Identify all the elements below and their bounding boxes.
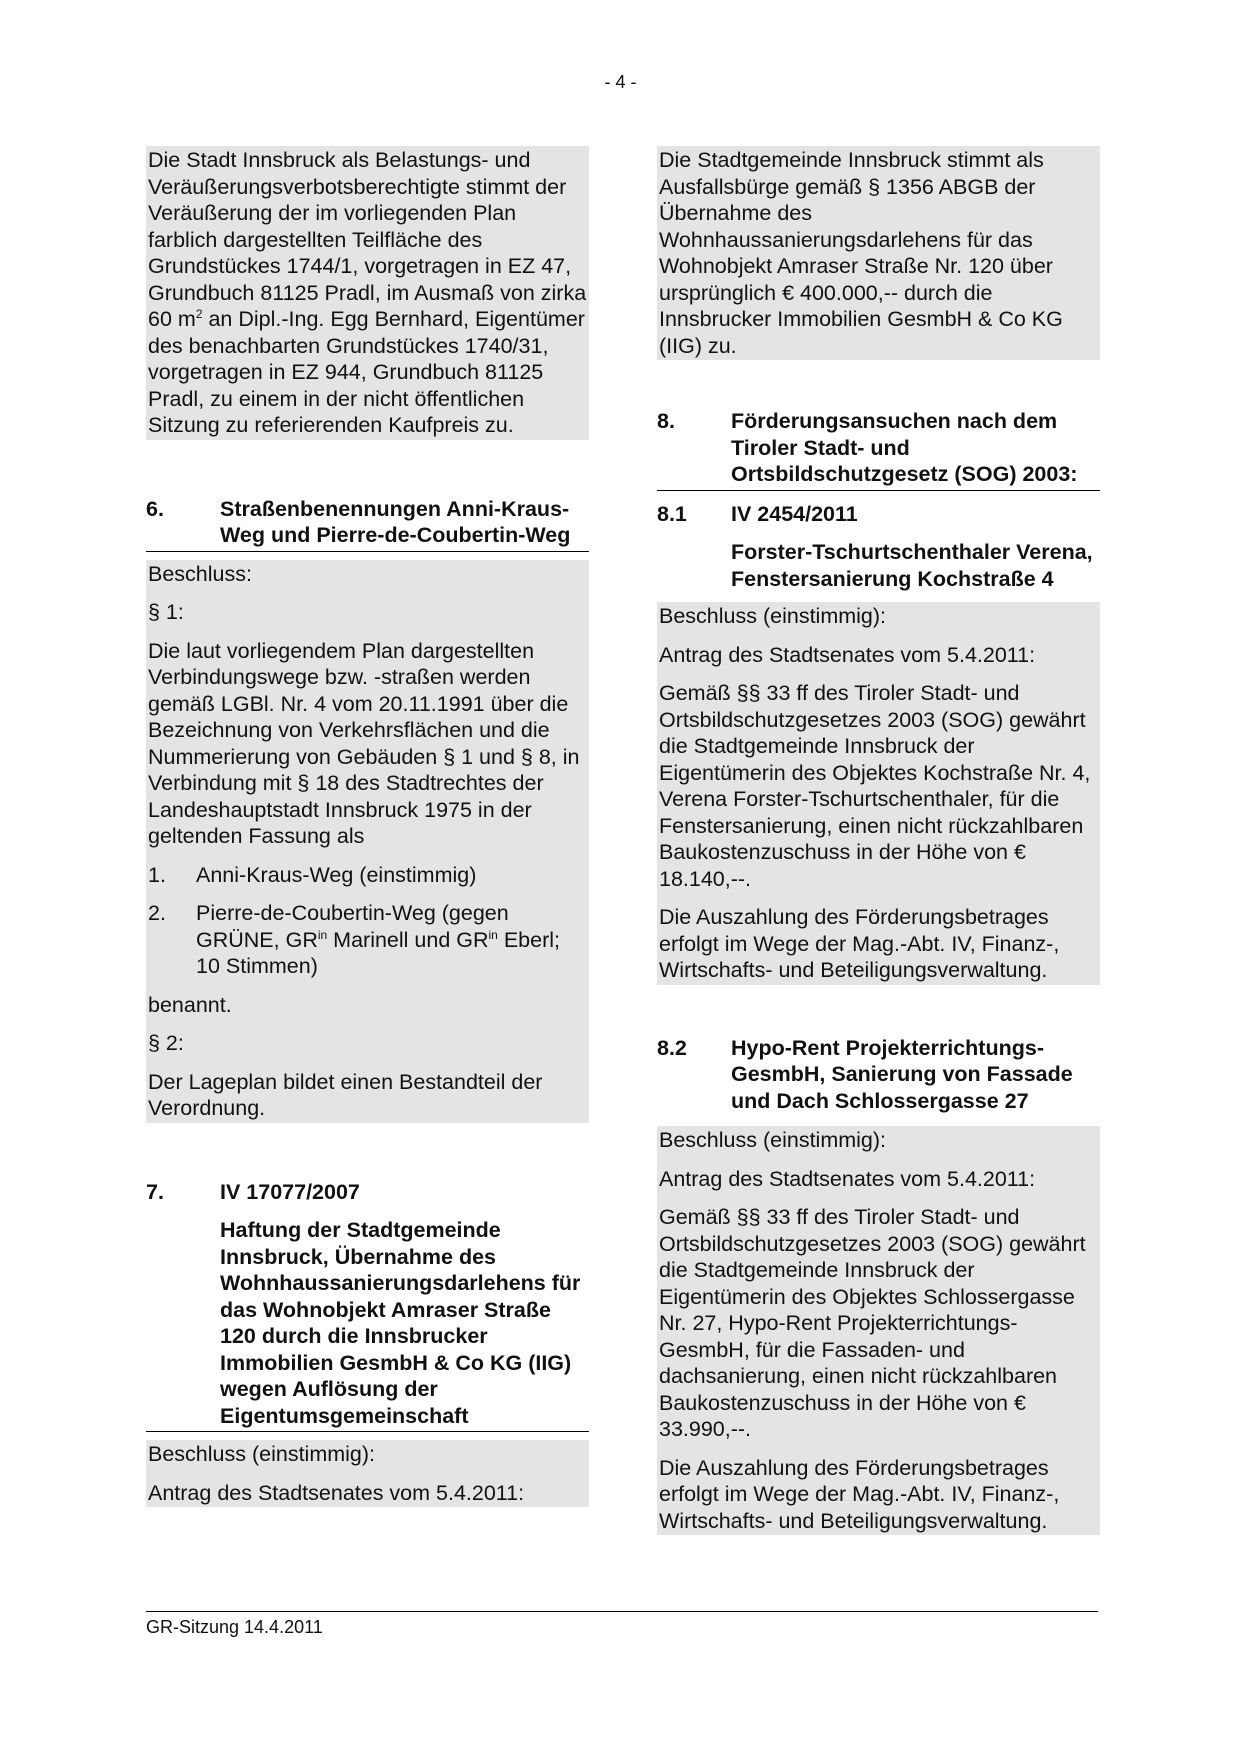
- section-title: Straßenbenennungen Anni-Kraus-Weg und Pierre-de-Coubertin-Weg: [220, 496, 571, 547]
- section-number: 8.1: [657, 501, 687, 526]
- beschluss-label: Beschluss:: [148, 561, 252, 586]
- page-number: - 4 -: [604, 72, 637, 92]
- paragraph-label: § 1:: [148, 600, 184, 624]
- intro-text-rest: an Dipl.-Ing. Egg Bernhard, Eigentümer des benachbarten Grundstückes 1740/31, vorgetragen in EZ 944, Grundbuch 81125 Pradl, zu einem in der nicht öffentlichen Sitzung zu referierenden Kaufpreis zu.: [148, 307, 585, 437]
- antrag-text: Antrag des Stadtsenates vom 5.4.2011:: [659, 1166, 1036, 1191]
- beschluss-label: Beschluss (einstimmig):: [148, 1442, 375, 1466]
- left-column: [146, 146, 589, 1507]
- paragraph-text: Der Lageplan bildet einen Bestandteil der Verordnung.: [148, 1069, 543, 1120]
- resolution-text: Gemäß §§ 33 ff des Tiroler Stadt- und Ortsbildschutzgesetzes 2003 (SOG) gewährt die Stadtgemeinde Innsbruck der Eigentümerin des Objektes Schlossergasse Nr. 27, Hypo-Rent Projekterrichtungs-GesmbH, für die Fassaden- und dachsanierung, einen nicht rückzahlbaren Baukostenzuschuss in der Höhe von € 33.990,--.: [659, 1205, 1086, 1441]
- benannt-text: benannt.: [148, 992, 232, 1017]
- section-number: 6.: [146, 496, 164, 521]
- paragraph-text: Die laut vorliegendem Plan dargestellten Verbindungswege bzw. -straßen werden gemäß LGBl. Nr. 4 vom 20.11.1991 über die Bezeichnung von Verkehrsflächen und die Nummerierung von Gebäuden § 1 und § 8, in Verbindung mit § 18 des Stadtrechtes der Landeshauptstadt Innsbruck 1975 in der geltenden Fassung als: [148, 638, 580, 848]
- list-text: Anni-Kraus-Weg (einstimmig): [196, 862, 477, 887]
- section-6-heading: [146, 496, 589, 552]
- section-6-body: [146, 560, 589, 1123]
- section-7-subtitle: Haftung der Stadtgemeinde Innsbruck, Übernahme des Wohnhaussanierungsdarlehens für das Wohnobjekt Amraser Straße 120 durch die Innsbrucker Immobilien GesmbH & Co KG (IIG) wegen Auflösung der Eigentumsgemeinschaft: [146, 1217, 589, 1432]
- section-7-heading: [146, 1179, 589, 1208]
- section-8-1-heading: [657, 501, 1100, 530]
- section-7-body: [146, 1440, 589, 1507]
- antrag-text: Antrag des Stadtsenates vom 5.4.2011:: [148, 1480, 525, 1505]
- list-item: [148, 862, 587, 889]
- list-number: 1.: [148, 862, 166, 887]
- list-text: Pierre-de-Coubertin-Weg (gegen GRÜNE, $GR^{in}$ Marinell und $GR^{in}$ Eberl; 10 Stimmen): [196, 901, 560, 978]
- resolution-text: Gemäß §§ 33 ff des Tiroler Stadt- und Ortsbildschutzgesetzes 2003 (SOG) gewährt die Stadtgemeinde Innsbruck der Eigentümerin des Objektes Kochstraße Nr. 4, Verena Forster-Tschurtschenthaler, für die Fenstersanierung, einen nicht rückzahlbaren Baukostenzuschuss in der Höhe von € 18.140,--.: [659, 681, 1091, 891]
- section-title: IV 17077/2007: [220, 1179, 360, 1204]
- section-title: IV 2454/2011: [731, 501, 858, 526]
- section-title: Hypo-Rent Projekterrichtungs-GesmbH, Sanierung von Fassade und Dach Schlossergasse 27: [731, 1035, 1073, 1113]
- footer-divider: [146, 1611, 1098, 1612]
- antrag-text: Antrag des Stadtsenates vom 5.4.2011:: [659, 642, 1036, 667]
- intro-resolution: [146, 146, 589, 440]
- section-8-2-body: [657, 1126, 1100, 1535]
- section-number: 7.: [146, 1179, 164, 1204]
- list-number: 2.: [148, 901, 166, 925]
- section-7-resolution: [657, 146, 1100, 360]
- footer-text: GR-Sitzung 14.4.2011: [146, 1617, 323, 1637]
- superscript: 2: [195, 307, 203, 321]
- section-number: 8.: [657, 409, 675, 433]
- section-8-1-subtitle: Forster-Tschurtschenthaler Verena, Fenstersanierung Kochstraße 4: [731, 540, 1093, 591]
- auszahlung-text: Die Auszahlung des Förderungsbetrages erfolgt im Wege der Mag.-Abt. IV, Finanz-, Wirtschafts- und Beteiligungsverwaltung.: [659, 905, 1060, 982]
- list-item: [148, 900, 587, 980]
- section-title: Förderungsansuchen nach dem Tiroler Stadt- und Ortsbildschutzgesetz (SOG) 2003:: [731, 409, 1078, 486]
- section-number: 8.2: [657, 1035, 687, 1060]
- section-8-heading: [657, 408, 1100, 491]
- paragraph-label: § 2:: [148, 1031, 184, 1055]
- intro-text: Die Stadt Innsbruck als Belastungs- und Veräußerungsverbotsberechtigte stimmt der Veräußerung der im vorliegenden Plan farblich dargestellten Teilfläche des Grundstückes 1744/1, vorgetragen in EZ 47, Grundbuch 81125 Pradl, im Ausmaß von zirka 60 m: [148, 148, 587, 331]
- right-column: [657, 146, 1100, 1535]
- section-8-2-heading: [657, 1035, 1100, 1117]
- auszahlung-text: Die Auszahlung des Förderungsbetrages erfolgt im Wege der Mag.-Abt. IV, Finanz-, Wirtschafts- und Beteiligungsverwaltung.: [659, 1455, 1060, 1533]
- beschluss-label: Beschluss (einstimmig):: [659, 1128, 886, 1152]
- beschluss-label: Beschluss (einstimmig):: [659, 604, 886, 628]
- resolution-text: Die Stadtgemeinde Innsbruck stimmt als Ausfallsbürge gemäß § 1356 ABGB der Übernahme des Wohnhaussanierungsdarlehens für das Wohnobjekt Amraser Straße Nr. 120 über ursprünglich € 400.000,-- durch die Innsbrucker Immobilien GesmbH & Co KG (IIG) zu.: [659, 148, 1063, 358]
- section-8-1-body: [657, 602, 1100, 985]
